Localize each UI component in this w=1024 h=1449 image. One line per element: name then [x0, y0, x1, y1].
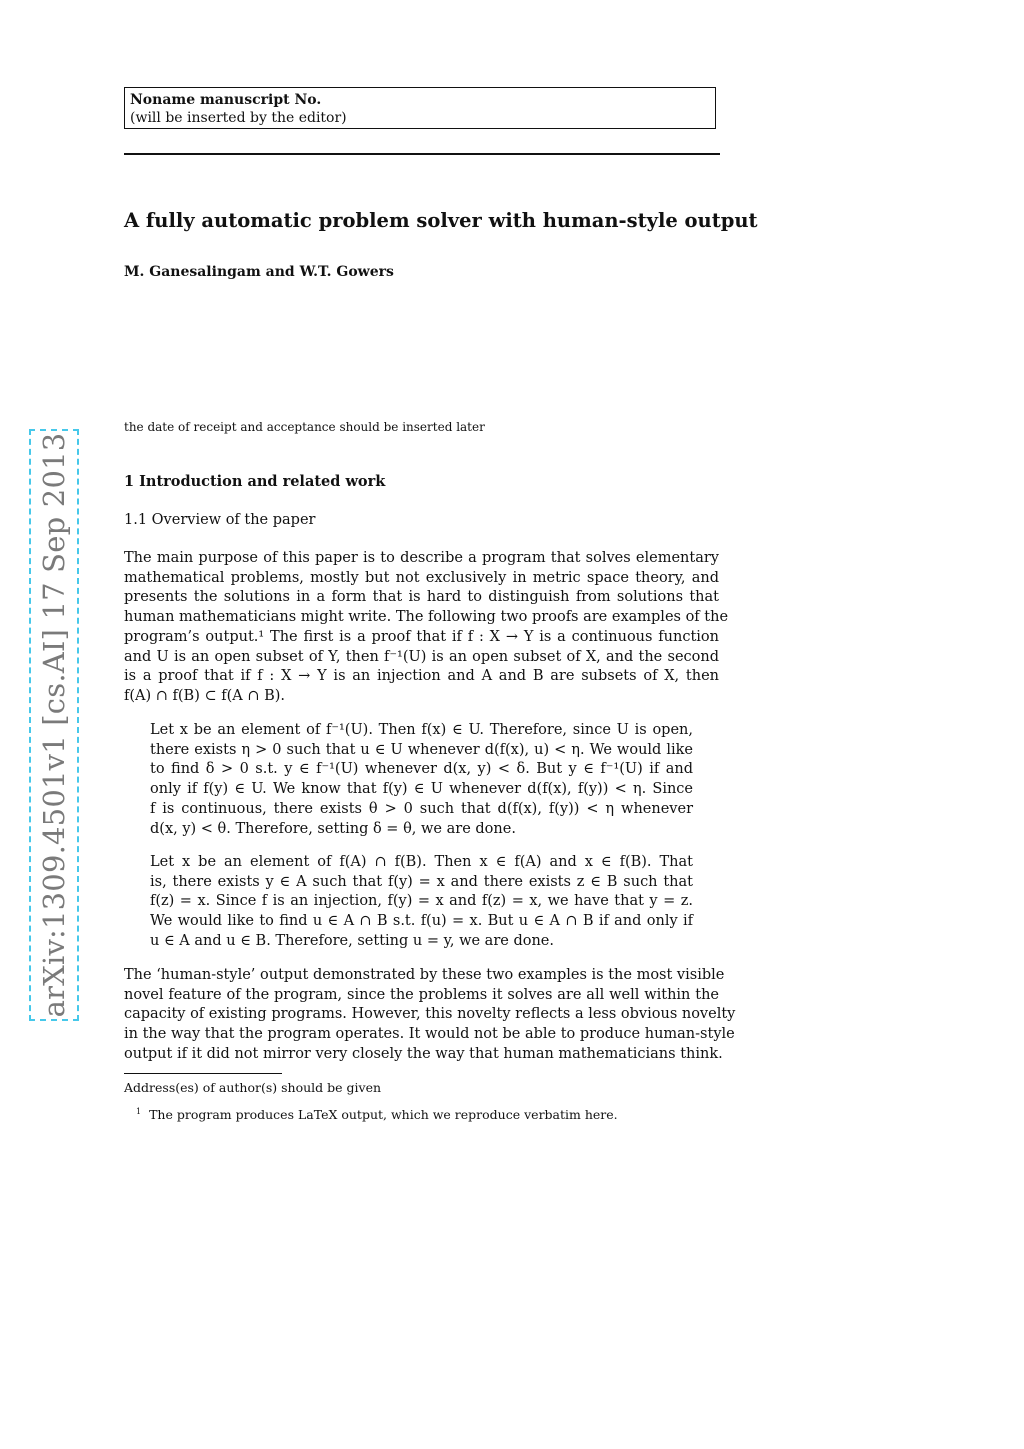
manuscript-number: Noname manuscript No. — [130, 92, 322, 108]
text-line: presents the solutions in a form that is hard to distinguish from solutions that — [124, 589, 719, 606]
proof-example-1 — [150, 721, 693, 839]
text-line: and U is an open subset of Y, then f⁻¹(U) is an open subset of X, and the second — [124, 648, 719, 665]
author-address: Address(es) of author(s) should be given — [124, 1080, 382, 1095]
text-line: f is continuous, there exists θ > 0 such that d(f(x), f(y)) < η whenever — [150, 800, 693, 817]
footnote-text: The program produces LaTeX output, which we reproduce verbatim here. — [149, 1107, 618, 1122]
text-line: in the way that the program operates. It would not be able to produce human-style — [124, 1026, 735, 1043]
text-line: is a proof that if f : X → Y is an injection and A and B are subsets of X, then — [124, 668, 719, 685]
text-line: capacity of existing programs. However, this novelty reflects a less obvious novelty — [124, 1006, 736, 1023]
text-line: Let x be an element of f(A) ∩ f(B). Then x ∈ f(A) and x ∈ f(B). That — [150, 854, 693, 870]
text-line: only if f(y) ∈ U. We know that f(y) ∈ U whenever d(f(x), f(y)) < η. Since — [150, 781, 693, 798]
text-line: human mathematicians might write. The following two proofs are examples of the — [124, 609, 729, 626]
text-line: novel feature of the program, since the problems it solves are all well within the — [124, 986, 719, 1003]
editor-note: (will be inserted by the editor) — [130, 110, 347, 126]
text-line: output if it did not mirror very closely the way that human mathematicians think. — [124, 1045, 723, 1062]
footnote — [136, 1107, 618, 1122]
text-line: f(z) = x. Since f is an injection, f(y) = x and f(z) = x, we have that y = z. — [150, 893, 693, 910]
text-line: program’s output.¹ The first is a proof that if f : X → Y is a continuous function — [124, 628, 719, 645]
editor-header-box — [124, 87, 716, 129]
arxiv-identifier[interactable]: arXiv:1309.4501v1 [cs.AI] 17 Sep 2013 — [29, 429, 79, 1021]
footnote-marker: 1 — [136, 1107, 142, 1116]
text-line: d(x, y) < θ. Therefore, setting δ = θ, we are done. — [150, 820, 516, 837]
text-line: is, there exists y ∈ A such that f(y) = x and there exists z ∈ B such that — [150, 873, 693, 890]
discussion-paragraph — [124, 966, 736, 1065]
proof-example-2 — [150, 853, 693, 952]
section-heading: 1 Introduction and related work — [124, 473, 386, 490]
text-line: there exists η > 0 such that u ∈ U whenever d(f(x), u) < η. We would like — [150, 741, 693, 758]
text-line: We would like to find u ∈ A ∩ B s.t. f(u) = x. But u ∈ A ∩ B if and only if — [150, 913, 693, 930]
subsection-heading: 1.1 Overview of the paper — [124, 512, 316, 528]
text-line: u ∈ A and u ∈ B. Therefore, setting u = y, we are done. — [150, 932, 554, 949]
arxiv-stamp — [18, 430, 90, 1020]
text-line: Let x be an element of f⁻¹(U). Then f(x) ∈ U. Therefore, since U is open, — [150, 722, 693, 738]
date-note: the date of receipt and acceptance should be inserted later — [124, 420, 485, 434]
footnote-rule — [124, 1073, 282, 1074]
header-rule — [124, 153, 720, 155]
text-line: The ‘human-style’ output demonstrated by these two examples is the most visible — [124, 967, 725, 983]
intro-paragraph — [124, 549, 729, 707]
text-line: f(A) ∩ f(B) ⊂ f(A ∩ B). — [124, 687, 286, 704]
text-line: to find δ > 0 s.t. y ∈ f⁻¹(U) whenever d(x, y) < δ. But y ∈ f⁻¹(U) if and — [150, 761, 693, 778]
text-line: The main purpose of this paper is to describe a program that solves elementary — [124, 550, 719, 566]
paper-authors: M. Ganesalingam and W.T. Gowers — [124, 264, 394, 280]
text-line: mathematical problems, mostly but not exclusively in metric space theory, and — [124, 569, 719, 586]
paper-title: A fully automatic problem solver with human-style output — [124, 209, 758, 232]
